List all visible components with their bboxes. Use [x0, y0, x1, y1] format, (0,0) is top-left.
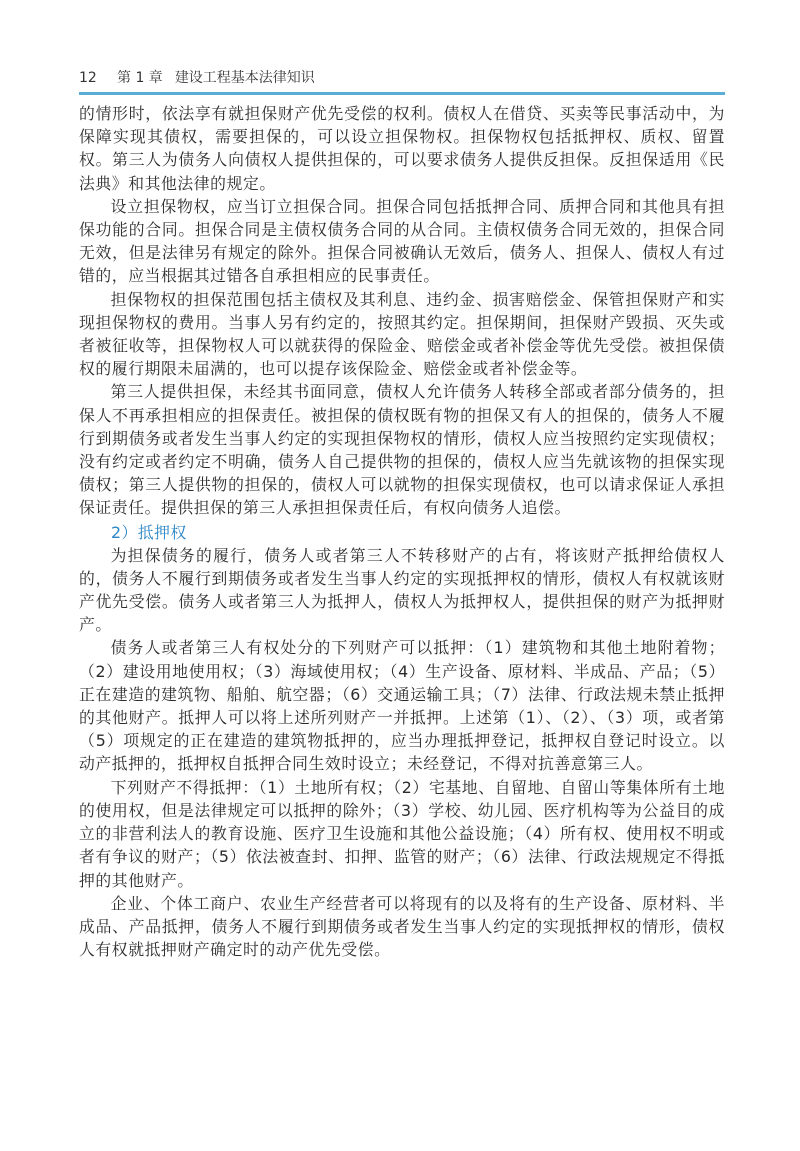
paragraph-mortgage-definition: 为担保债务的履行，债务人或者第三人不转移财产的占有，将该财产抵押给债权人的，债务人不履行到期债务或者发生当事人约定的实现抵押权的情形，债权人有权就该财产优先受偿。债务人或者第三人为抵押人，债权人为抵押权人，提供担保的财产为抵押财产。 — [79, 545, 725, 635]
chapter-title: 建设工程基本法律知识 — [174, 70, 315, 86]
paragraph-continuation: 的情形时，依法享有就担保财产优先受偿的权利。债权人在借贷、买卖等民事活动中，为保障实现其债权，需要担保的，可以设立担保物权。担保物权包括抵押权、质权、留置权。第三人为债务人向债权人提供担保的，可以要求债务人提供反担保。反担保适用《民法典》和其他法律的规定。 — [79, 104, 725, 193]
paragraph-floating-mortgage: 企业、个体工商户、农业生产经营者可以将现有的以及将有的生产设备、原材料、半成品、产品抵押，债务人不履行到期债务或者发生当事人约定的实现抵押权的情形，债权人有权就抵押财产确定时的动产优先受偿。 — [79, 893, 725, 960]
chapter-label: 第 1 章 — [117, 70, 163, 86]
running-header — [79, 66, 729, 92]
header-rule — [79, 92, 725, 95]
paragraph-guarantee-contract: 设立担保物权，应当订立担保合同。担保合同包括抵押合同、质押合同和其他具有担保功能的合同。担保合同是主债权债务合同的从合同。主债权债务合同无效的，担保合同无效，但是法律另有规定的除外。担保合同被确认无效后，债务人、担保人、债权人有过错的，应当根据其过错各自承担相应的民事责任。 — [79, 196, 725, 286]
page-body — [79, 102, 725, 961]
paragraph-guarantee-scope: 担保物权的担保范围包括主债权及其利息、违约金、损害赔偿金、保管担保财产和实现担保物权的费用。当事人另有约定的，按照其约定。担保期间，担保财产毁损、灭失或者被征收等，担保物权人可以就获得的保险金、赔偿金或者补偿金等优先受偿。被担保债权的履行期限未届满的，也可以提存该保险金、赔偿金或者补偿金等。 — [79, 289, 725, 379]
section-heading-mortgage: 2）抵押权 — [111, 522, 187, 542]
page-number: 12 — [79, 70, 97, 86]
paragraph-third-party-guarantee: 第三人提供担保，未经其书面同意，债权人允许债务人转移全部或者部分债务的，担保人不再承担相应的担保责任。被担保的债权既有物的担保又有人的担保的，债务人不履行到期债务或者发生当事人约定的实现担保物权的情形，债权人应当按照约定实现债权；没有约定或者约定不明确，债务人自己提供物的担保的，债权人应当先就该物的担保实现债权；第三人提供物的担保的，债权人可以就物的担保实现债权，也可以请求保证人承担保证责任。提供担保的第三人承担担保责任后，有权向债务人追偿。 — [79, 382, 725, 518]
paragraph-non-mortgageable-property: 下列财产不得抵押：（1）土地所有权；（2）宅基地、自留地、自留山等集体所有土地的使用权，但是法律规定可以抵押的除外；（3）学校、幼儿园、医疗机构等为公益目的成立的非营利法人的教育设施、医疗卫生设施和其他公益设施；（4）所有权、使用权不明或者有争议的财产；（5）依法被查封、扣押、监管的财产；（6）法律、行政法规规定不得抵押的其他财产。 — [79, 777, 725, 890]
paragraph-mortgageable-property: 债务人或者第三人有权处分的下列财产可以抵押：（1）建筑物和其他土地附着物；（2）建设用地使用权；（3）海域使用权；（4）生产设备、原材料、半成品、产品；（5）正在建造的建筑物、船舶、航空器；（6）交通运输工具；（7）法律、行政法规未禁止抵押的其他财产。抵押人可以将上述所列财产一并抵押。上述第（1）、（2）、（3）项，或者第（5）项规定的正在建造的建筑物抵押的，应当办理抵押登记，抵押权自登记时设立。以动产抵押的，抵押权自抵押合同生效时设立；未经登记，不得对抗善意第三人。 — [79, 638, 725, 774]
